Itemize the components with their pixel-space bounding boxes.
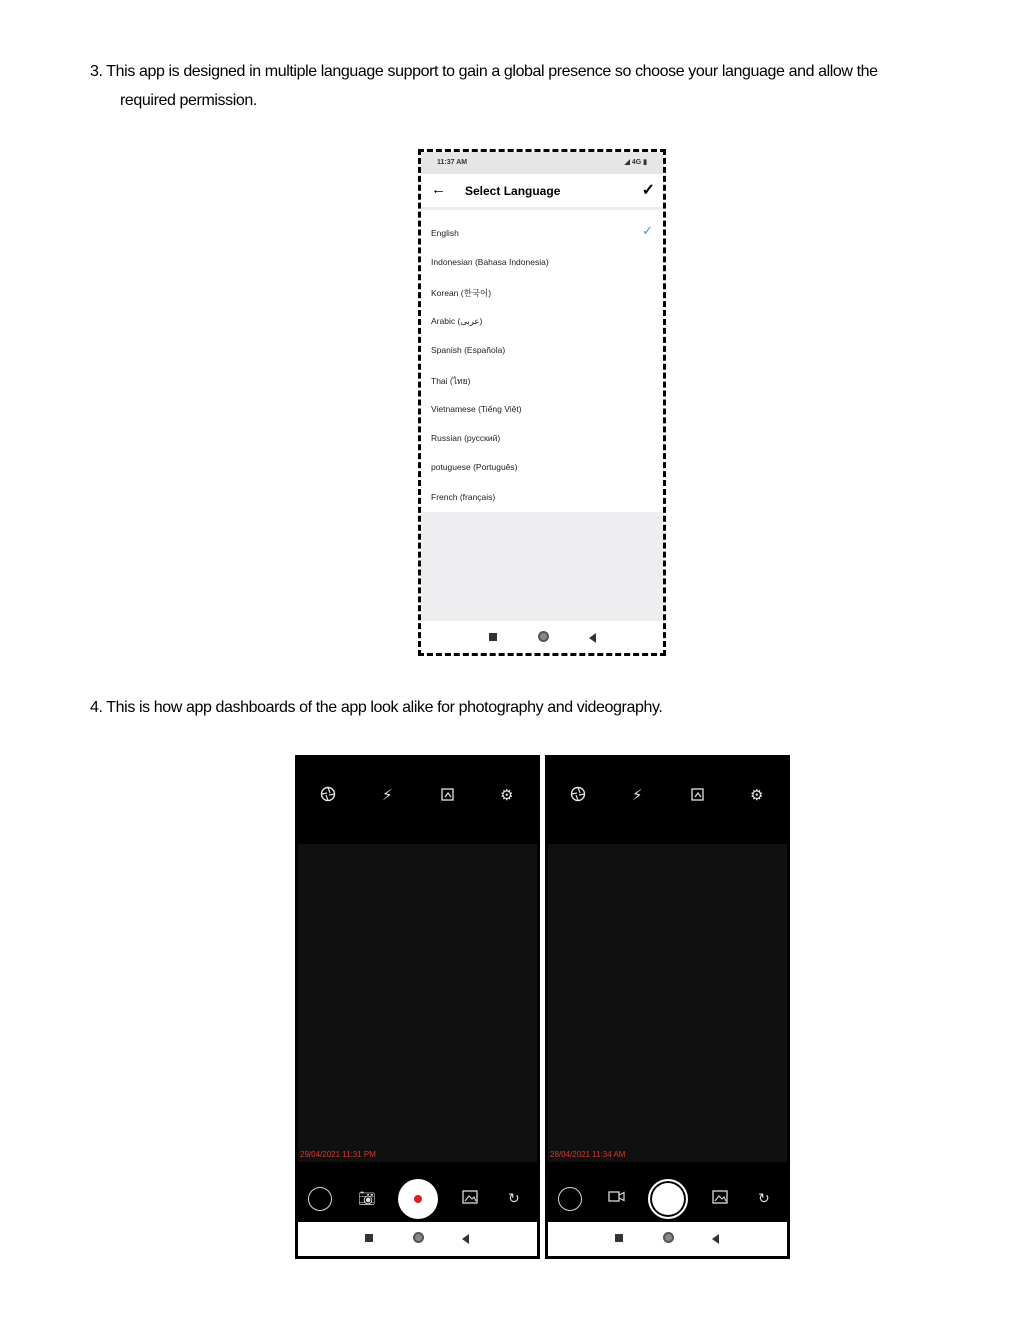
gallery-icon[interactable]	[712, 1190, 728, 1204]
settings-icon[interactable]: ⚙	[500, 787, 514, 804]
edit-image-icon[interactable]	[440, 786, 456, 802]
recents-square-icon[interactable]	[489, 633, 497, 641]
language-item-indonesian[interactable]: Indonesian (Bahasa Indonesia)	[431, 257, 549, 268]
timestamp-overlay: 29/04/2021 11:31 PM	[300, 1150, 376, 1159]
language-item-thai[interactable]: Thai (ไทย)	[431, 376, 471, 387]
record-button[interactable]	[398, 1179, 438, 1219]
camera-viewfinder[interactable]	[298, 844, 537, 1162]
language-item-arabic[interactable]: Arabic (عربى)	[431, 315, 483, 326]
shutter-button[interactable]	[648, 1179, 688, 1219]
gallery-thumbnail[interactable]	[558, 1187, 582, 1211]
language-item-french[interactable]: French (français)	[431, 491, 496, 502]
network-indicator: ◢ 4G ▮	[624, 159, 647, 166]
step-3-paragraph	[90, 57, 890, 115]
empty-area	[421, 512, 663, 624]
app-bar	[421, 174, 663, 210]
camera-controls	[548, 1162, 787, 1228]
language-screenshot	[418, 149, 666, 656]
flash-off-icon[interactable]: ⚡︎	[382, 787, 393, 804]
language-item-english[interactable]: English ✓	[431, 223, 653, 238]
step-3-line-2: required permission.	[120, 92, 257, 109]
android-nav-bar	[548, 1222, 787, 1256]
language-item-vietnamese[interactable]: Vietnamese (Tiếng Việt)	[431, 403, 522, 414]
step-4-paragraph: 4. This is how app dashboards of the app look alike for photography and videography.	[90, 699, 663, 716]
android-nav-bar	[421, 621, 663, 653]
gallery-icon[interactable]	[462, 1190, 478, 1204]
home-circle-icon[interactable]	[663, 1232, 674, 1243]
android-nav-bar	[298, 1222, 537, 1256]
confirm-check-icon[interactable]: ✓	[641, 182, 655, 199]
aperture-icon[interactable]	[320, 786, 336, 802]
recents-square-icon[interactable]	[365, 1234, 373, 1242]
home-circle-icon[interactable]	[413, 1232, 424, 1243]
page-title: Select Language	[465, 184, 561, 198]
language-item-korean[interactable]: Korean (한국어)	[431, 287, 492, 298]
flash-off-icon[interactable]: ⚡︎	[632, 787, 643, 804]
camera-switch-mode-icon[interactable]: 📷︎	[358, 1190, 376, 1206]
gallery-thumbnail[interactable]	[308, 1187, 332, 1211]
selected-check-icon: ✓	[642, 223, 653, 238]
flip-camera-icon[interactable]: ↻	[508, 1190, 520, 1206]
video-dashboard-screenshot	[295, 755, 540, 1259]
edit-image-icon[interactable]	[690, 786, 706, 802]
back-triangle-icon[interactable]	[462, 1234, 469, 1244]
timestamp-overlay: 28/04/2021 11:34 AM	[550, 1150, 626, 1159]
recents-square-icon[interactable]	[615, 1234, 623, 1242]
language-item-spanish[interactable]: Spanish (Española)	[431, 345, 506, 356]
photo-dashboard-screenshot	[545, 755, 790, 1259]
status-bar	[421, 152, 663, 174]
record-dot-icon	[414, 1195, 422, 1203]
camera-top-bar	[298, 758, 537, 844]
back-triangle-icon[interactable]	[712, 1234, 719, 1244]
flip-camera-icon[interactable]: ↻	[758, 1190, 770, 1206]
language-item-russian[interactable]: Russian (русский)	[431, 433, 501, 444]
camera-controls	[298, 1162, 537, 1228]
settings-icon[interactable]: ⚙	[750, 787, 764, 804]
camera-top-bar	[548, 758, 787, 844]
language-list	[421, 218, 663, 511]
video-mode-icon[interactable]	[608, 1190, 625, 1203]
home-circle-icon[interactable]	[538, 631, 549, 642]
status-time: 11:37 AM	[437, 159, 468, 166]
back-arrow-icon[interactable]: ←	[431, 181, 446, 198]
aperture-icon[interactable]	[570, 786, 586, 802]
back-triangle-icon[interactable]	[589, 633, 596, 643]
camera-viewfinder[interactable]	[548, 844, 787, 1162]
language-item-portuguese[interactable]: potuguese (Português)	[431, 462, 518, 473]
step-3-line-1: 3. This app is designed in multiple language support to gain a global presence so choose your language and allow the	[90, 63, 878, 80]
